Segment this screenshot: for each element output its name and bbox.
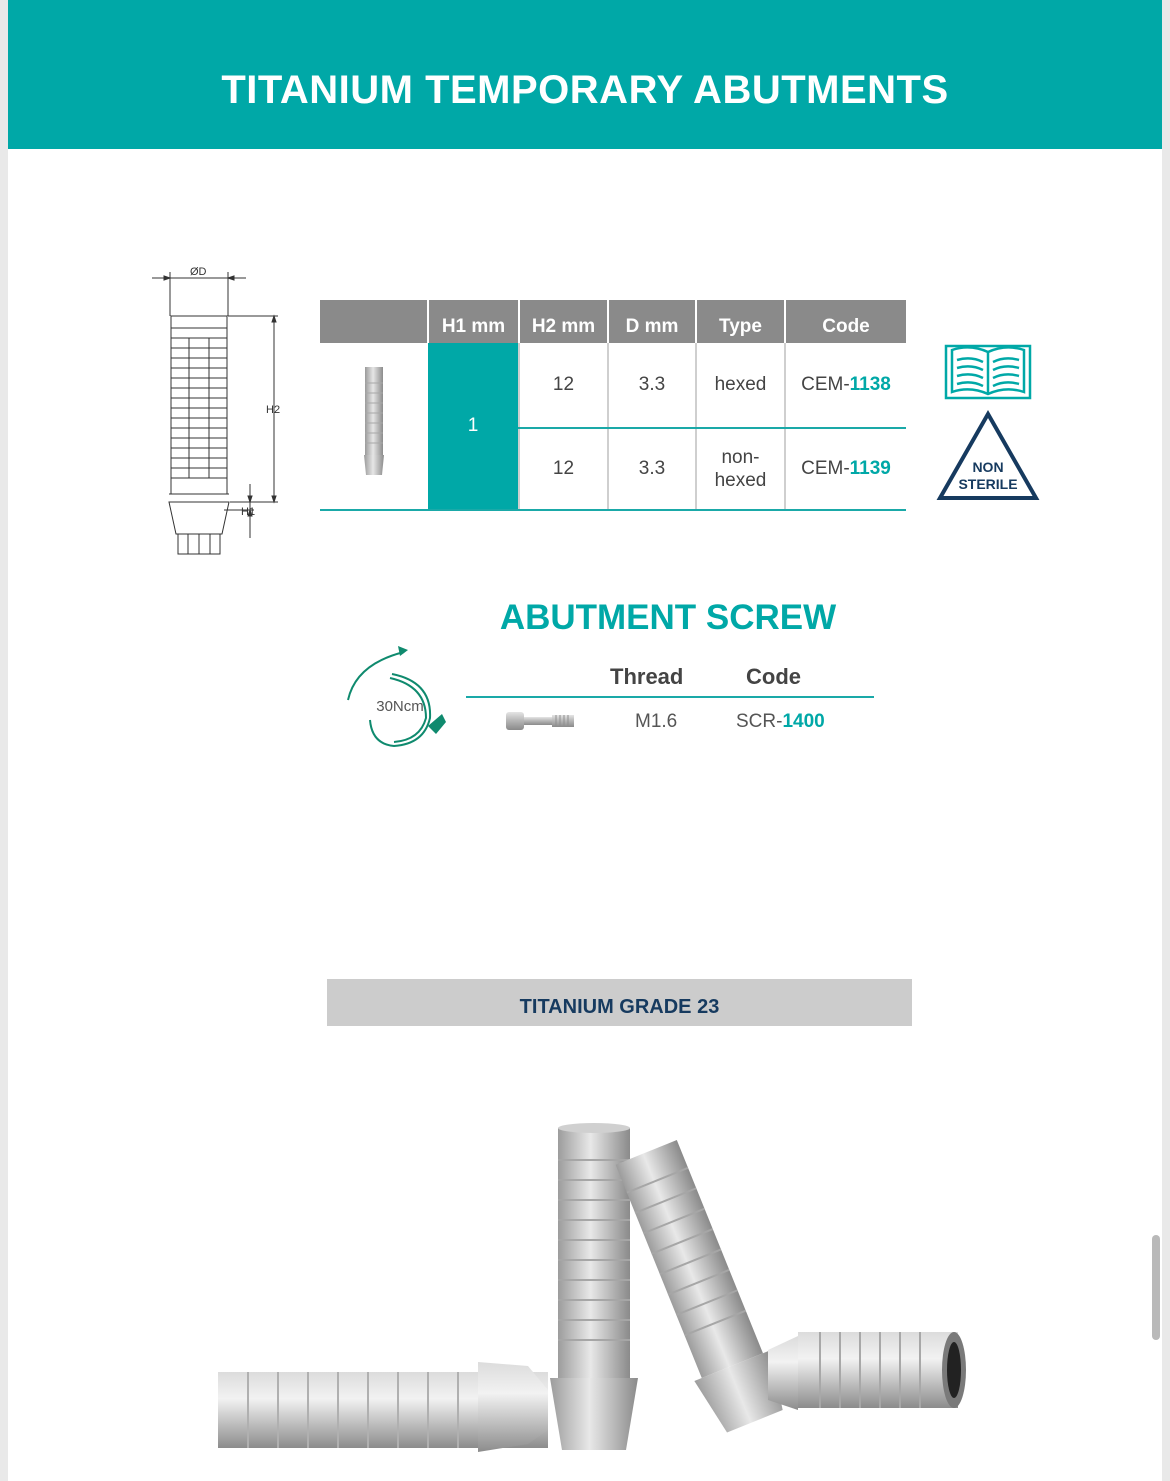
dim-h1-label: H1 (241, 506, 256, 518)
row1-code (785, 343, 906, 428)
screw-col-code: Code (746, 664, 801, 689)
material-grade-label: TITANIUM GRADE 23 (519, 996, 720, 1018)
header-banner (8, 0, 1162, 149)
col-type: Type (696, 300, 785, 343)
torque-value: 30Ncm (376, 698, 424, 715)
abutment-lying-right (768, 1332, 966, 1410)
col-h2: H2 mm (519, 300, 608, 343)
row2-h2: 12 (519, 428, 608, 510)
screw-section-title: ABUTMENT SCREW (499, 598, 837, 637)
col-code: Code (785, 300, 906, 343)
col-h1: H1 mm (428, 300, 519, 343)
non-sterile-line1: NON (972, 459, 1004, 475)
screw-col-thread: Thread (610, 664, 684, 689)
row2-d: 3.3 (608, 428, 696, 510)
table-row (320, 343, 906, 428)
row2-code-prefix: CEM- (801, 458, 850, 479)
row2-type-text: non- hexed (714, 447, 767, 491)
technical-drawing (138, 258, 298, 563)
abutment-thumbnail (354, 363, 394, 483)
screw-table-divider (466, 696, 874, 698)
spec-table (320, 300, 906, 511)
row2-code (785, 428, 906, 510)
h1-value: 1 (428, 343, 519, 510)
screw-thumbnail (502, 708, 578, 734)
abutment-horizontal (218, 1362, 548, 1452)
row2-type (696, 428, 785, 510)
screw-code-prefix: SCR- (736, 711, 783, 732)
torque-arrow-icon (334, 640, 454, 752)
row2-code-number: 1139 (849, 458, 891, 479)
catalog-page (8, 0, 1162, 1481)
page-title: TITANIUM TEMPORARY ABUTMENTS (221, 68, 949, 112)
dim-d-label: ØD (190, 266, 207, 278)
row1-h2: 12 (519, 343, 608, 428)
col-image (320, 300, 428, 343)
spec-header-row (320, 300, 906, 343)
product-thumb-cell (320, 343, 428, 510)
product-photo (148, 1100, 1008, 1481)
screw-code-number: 1400 (782, 711, 825, 732)
screw-thread-value: M1.6 (635, 711, 678, 732)
scrollbar-thumb[interactable] (1152, 1235, 1160, 1340)
row1-type: hexed (696, 343, 785, 428)
screw-code-value (736, 711, 825, 733)
open-book-icon (944, 340, 1034, 402)
col-d: D mm (608, 300, 696, 343)
dim-h2-label: H2 (266, 404, 281, 416)
row1-d: 3.3 (608, 343, 696, 428)
non-sterile-label (936, 459, 1040, 493)
row1-code-number: 1138 (849, 374, 891, 395)
row1-code-prefix: CEM- (801, 374, 850, 395)
non-sterile-line2: STERILE (958, 476, 1018, 492)
material-grade-bar (327, 979, 912, 1026)
